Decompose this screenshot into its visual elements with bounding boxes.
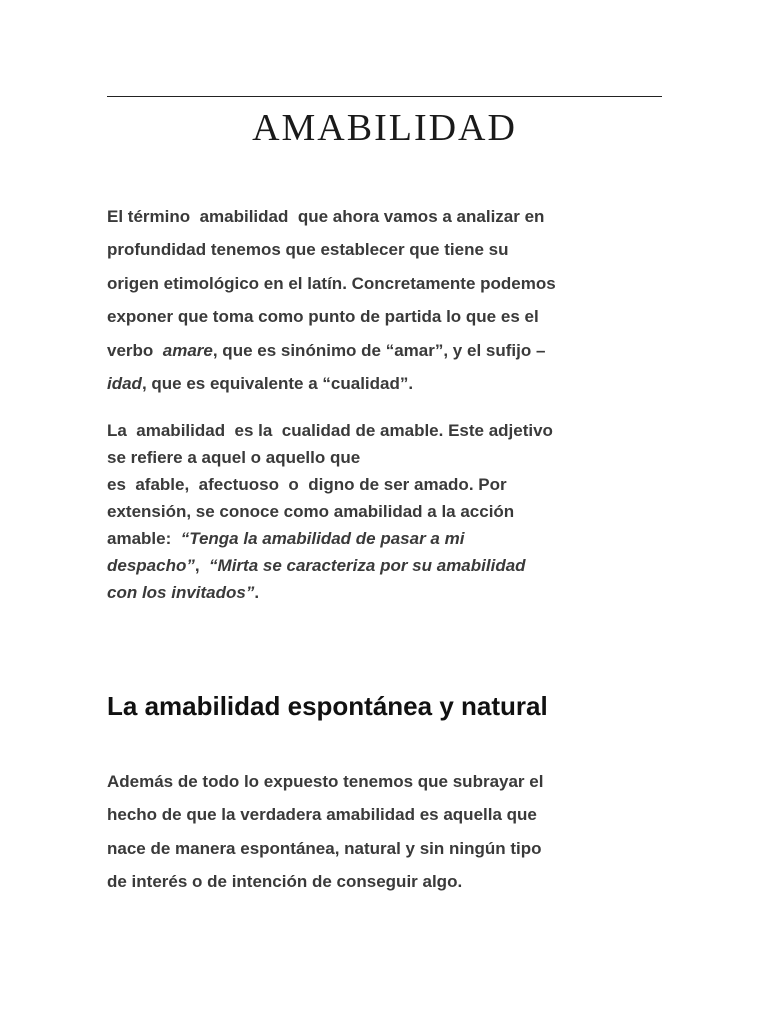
paragraph-line [107, 579, 667, 606]
section-heading: La amabilidad espontánea y natural [107, 691, 548, 721]
example-quote: “Mirta se caracteriza por su amabilidad [209, 556, 526, 575]
paragraph-line: de interés o de intención de conseguir algo. [107, 872, 463, 892]
text-run: , que es equivalente a “cualidad”. [141, 374, 414, 394]
paragraph-line: extensión, se conoce como amabilidad a la acción [107, 502, 515, 521]
top-divider [107, 96, 662, 97]
section-paragraph [107, 765, 667, 899]
document-title: AMABILIDAD [252, 107, 517, 149]
italic-term: idad [107, 374, 142, 394]
paragraph-line: exponer que toma como punto de partida lo que es el [107, 307, 539, 327]
paragraph-line: origen etimológico en el latín. Concretamente podemos [107, 273, 556, 293]
paragraph-line: Además de todo lo expuesto tenemos que subrayar el [107, 772, 544, 791]
paragraph-line: nace de manera espontánea, natural y sin ningún tipo [107, 838, 542, 858]
example-quote: despacho” [107, 556, 195, 575]
text-run: , que es sinónimo de “amar”, y el sufijo – [212, 340, 546, 360]
paragraph-line: El término amabilidad que ahora vamos a analizar en [107, 207, 545, 226]
paragraph-line: hecho de que la verdadera amabilidad es aquella que [107, 805, 537, 825]
italic-term: amare [162, 340, 213, 360]
paragraph-line: profundidad tenemos que establecer que tiene su [107, 240, 509, 260]
example-quote: con los invitados” [107, 583, 255, 602]
paragraph-line [107, 367, 667, 400]
paragraph-line [107, 334, 667, 367]
example-quote: “Tenga la amabilidad de pasar a mi [180, 529, 465, 548]
intro-paragraph [107, 200, 667, 400]
text-run: . [254, 583, 260, 602]
definition-paragraph [107, 417, 667, 606]
paragraph-line [107, 525, 667, 552]
paragraph-line: es afable, afectuoso o digno de ser amado. Por [107, 475, 507, 494]
text-run: verbo [107, 340, 163, 360]
paragraph-line: La amabilidad es la cualidad de amable. Este adjetivo [107, 421, 553, 440]
text-run: , [194, 556, 210, 575]
paragraph-line: se refiere a aquel o aquello que [107, 448, 361, 467]
text-run: amable: [107, 529, 181, 548]
paragraph-line [107, 552, 667, 579]
